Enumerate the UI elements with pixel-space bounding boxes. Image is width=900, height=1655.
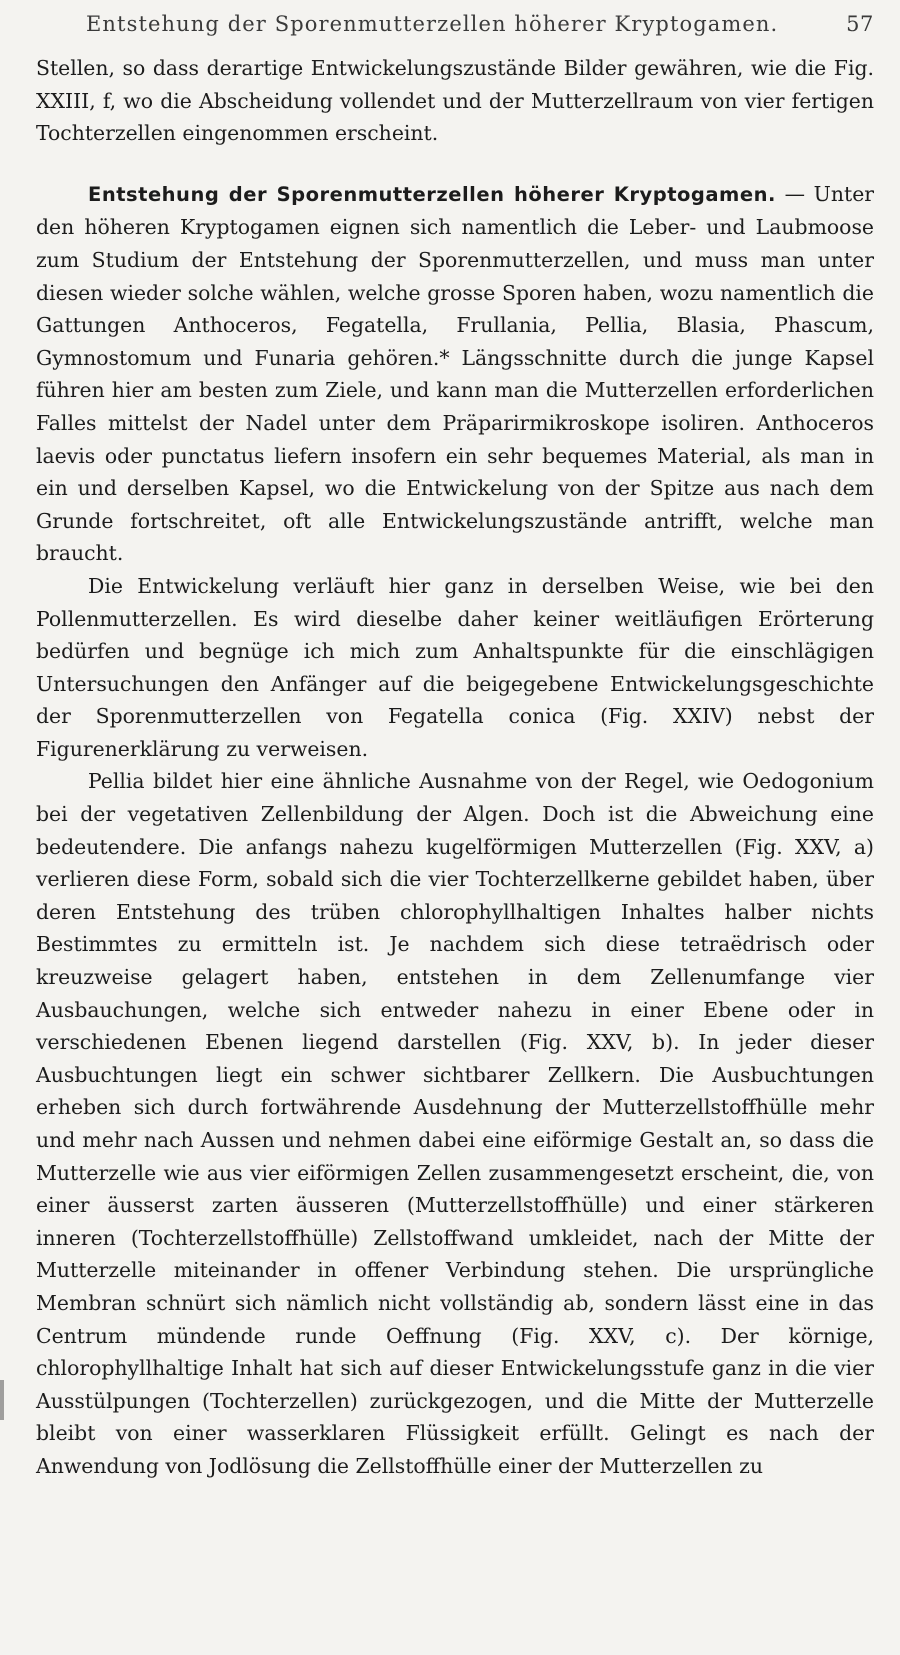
section-text: — Unter den höheren Kryptogamen eignen sich namentlich die Leber- und Laubmoose zum Studium der Entstehung der Sporenmutterzellen, und muss man unter diesen wieder solche wählen, welche grosse Sporen haben, wozu namentlich die Gattungen Anthoceros, Fegatella, Frullania, Pellia, Blasia, Phascum, Gymnostomum und Funaria gehören.* Längsschnitte durch die junge Kapsel führen hier am besten zum Ziele, und kann man die Mutterzellen erforderlichen Falles mittelst der Nadel unter dem Präparirmikroskope isoliren. Anthoceros laevis oder punctatus liefern insofern ein sehr bequemes Material, als man in ein und derselben Kapsel, wo die Entwickelung von der Spitze aus nach dem Grunde fortschreitet, oft alle Entwickelungszustände antrifft, welche man braucht. <box>36 181 875 566</box>
paragraph-2: Die Entwickelung verläuft hier ganz in derselben Weise, wie bei den Pollenmutterzellen. Es wird dieselbe daher keiner weitläufigen Erörterung bedürfen und begnüge ich mich zum Anhaltspunkte für die einschlägigen Untersuchungen den Anfänger auf die beigegebene Entwickelungsgeschichte der Sporenmutterzellen von Fegatella conica (Fig. XXIV) nebst der Figurenerklärung zu verweisen. <box>36 573 874 761</box>
paragraph-3: Pellia bildet hier eine ähnliche Ausnahme von der Regel, wie Oedogonium bei der vegetativen Zellenbildung der Algen. Doch ist die Abweichung eine bedeutendere. Die anfangs nahezu kugelförmigen Mutterzellen (Fig. XXV, a) verlieren diese Form, sobald sich die vier Tochterzellkerne gebildet haben, über deren Entstehung des trüben chlorophyllhaltigen Inhaltes halber nichts Bestimmtes zu ermitteln ist. Je nachdem sich diese tetraëdrisch oder kreuzweise gelagert haben, entstehen in dem Zellenumfange vier Ausbauchungen, welche sich entweder nahezu in einer Ebene oder in verschiedenen Ebenen liegend darstellen (Fig. XXV, b). In jeder dieser Ausbuchtungen liegt ein schwer sichtbarer Zellkern. Die Ausbuchtungen erheben sich durch fortwährende Ausdehnung der Mutterzellstoffhülle mehr und mehr nach Aussen und nehmen dabei eine eiförmige Gestalt an, so dass die Mutterzelle wie aus vier eiförmigen Zellen zusammengesetzt erscheint, die, von einer äusserst zarten äusseren (Mutterzellstoffhülle) und einer stärkeren inneren (Tochterzellstoffhülle) Zellstoffwand umkleidet, nach der Mitte der Mutterzelle miteinander in offener Verbindung stehen. Die ursprüngliche Membran schnürt sich nämlich nicht vollständig ab, sondern lässt eine in das Centrum mündende runde Oeffnung (Fig. XXV, c). Der körnige, chlorophyllhaltige Inhalt hat sich auf dieser Entwickelungsstufe ganz in die vier Ausstülpungen (Tochterzellen) zurückgezogen, und die Mitte der Mutterzelle bleibt von einer wasserklaren Flüssigkeit erfüllt. Gelingt es nach der Anwendung von Jodlösung die Zellstoffhülle einer der Mutterzellen zu <box>36 769 874 1478</box>
section-paragraph <box>36 178 874 570</box>
body-text <box>36 52 874 1483</box>
running-title: Entstehung der Sporenmutterzellen höherer Kryptogamen. <box>86 12 779 36</box>
continuation-paragraph: Stellen, so dass derartige Entwickelungszustände Bilder gewähren, wie die Fig. XXIII, f, wo die Abscheidung vollendet und der Mutterzellraum von vier fertigen Tochterzellen eingenommen erscheint. <box>36 56 874 146</box>
section-heading: Entstehung der Sporenmutterzellen höherer Kryptogamen. <box>88 182 776 206</box>
book-page <box>36 12 874 1483</box>
page-edge-mark <box>0 1380 4 1420</box>
page-number: 57 <box>846 12 874 36</box>
section-spacer <box>36 150 874 178</box>
running-head <box>86 12 874 46</box>
